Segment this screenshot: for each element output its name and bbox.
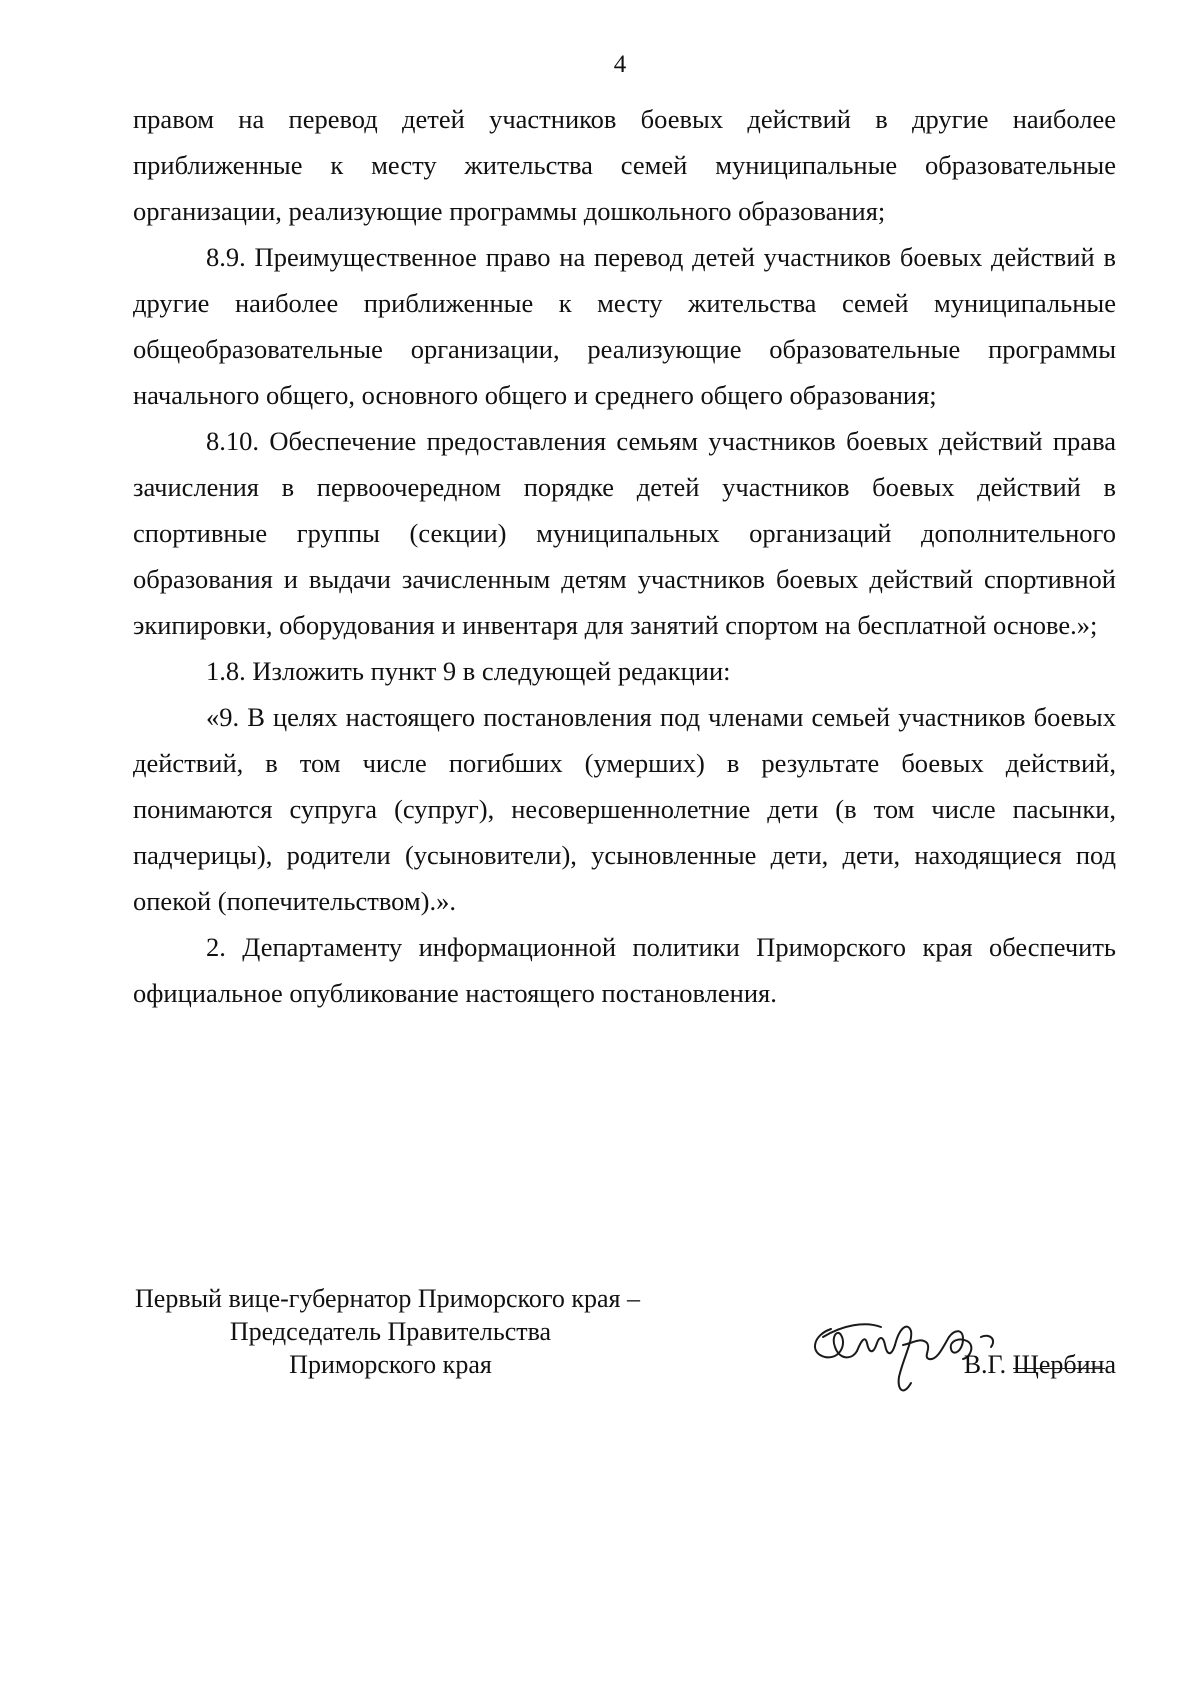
signatory-title-line-3: Приморского края bbox=[289, 1350, 492, 1379]
paragraph-8-9: 8.9. Преимущественное право на перевод детей участников боевых действий в другие наиболее приближенные к месту жительства семей муниципальные общеобразовательные организации, реализующие образовательные программы начального общего, основного общего и среднего общего образования; bbox=[133, 242, 1116, 410]
paragraph-9: «9. В целях настоящего постановления под членами семьей участников боевых действий, в том числе погибших (умерших) в результате боевых действий, понимаются супруга (супруг), несовершеннолетние дети (в том числе пасынки, падчерицы), родители (усыновители), усыновленные дети, дети, находящиеся под опекой (попечительством).». bbox=[133, 702, 1116, 916]
document-body bbox=[133, 96, 1116, 1016]
signatory-title bbox=[133, 1282, 733, 1381]
signatory-name: В.Г. Щербина bbox=[963, 1350, 1116, 1379]
signature-block bbox=[133, 1282, 1116, 1412]
paragraph-continuation: правом на перевод детей участников боевых действий в другие наиболее приближенные к месту жительства семей муниципальные образовательные организации, реализующие программы дошкольного образования; bbox=[133, 104, 1116, 226]
signatory-title-line-1: Первый вице-губернатор Приморского края – bbox=[135, 1284, 640, 1313]
signatory-title-line-2: Председатель Правительства bbox=[229, 1317, 552, 1346]
paragraph-8-10: 8.10. Обеспечение предоставления семьям участников боевых действий права зачисления в первоочередном порядке детей участников боевых действий в спортивные группы (секции) муниципальных организаций дополнительного образования и выдачи зачисленным детям участников боевых действий спортивной экипировки, оборудования и инвентаря для занятий спортом на бесплатной основе.»; bbox=[133, 426, 1116, 640]
paragraph-1-8: 1.8. Изложить пункт 9 в следующей редакции: bbox=[206, 656, 731, 686]
page-number: 4 bbox=[613, 51, 627, 78]
paragraph-2: 2. Департаменту информационной политики Приморского края обеспечить официальное опубликование настоящего постановления. bbox=[133, 932, 1116, 1008]
